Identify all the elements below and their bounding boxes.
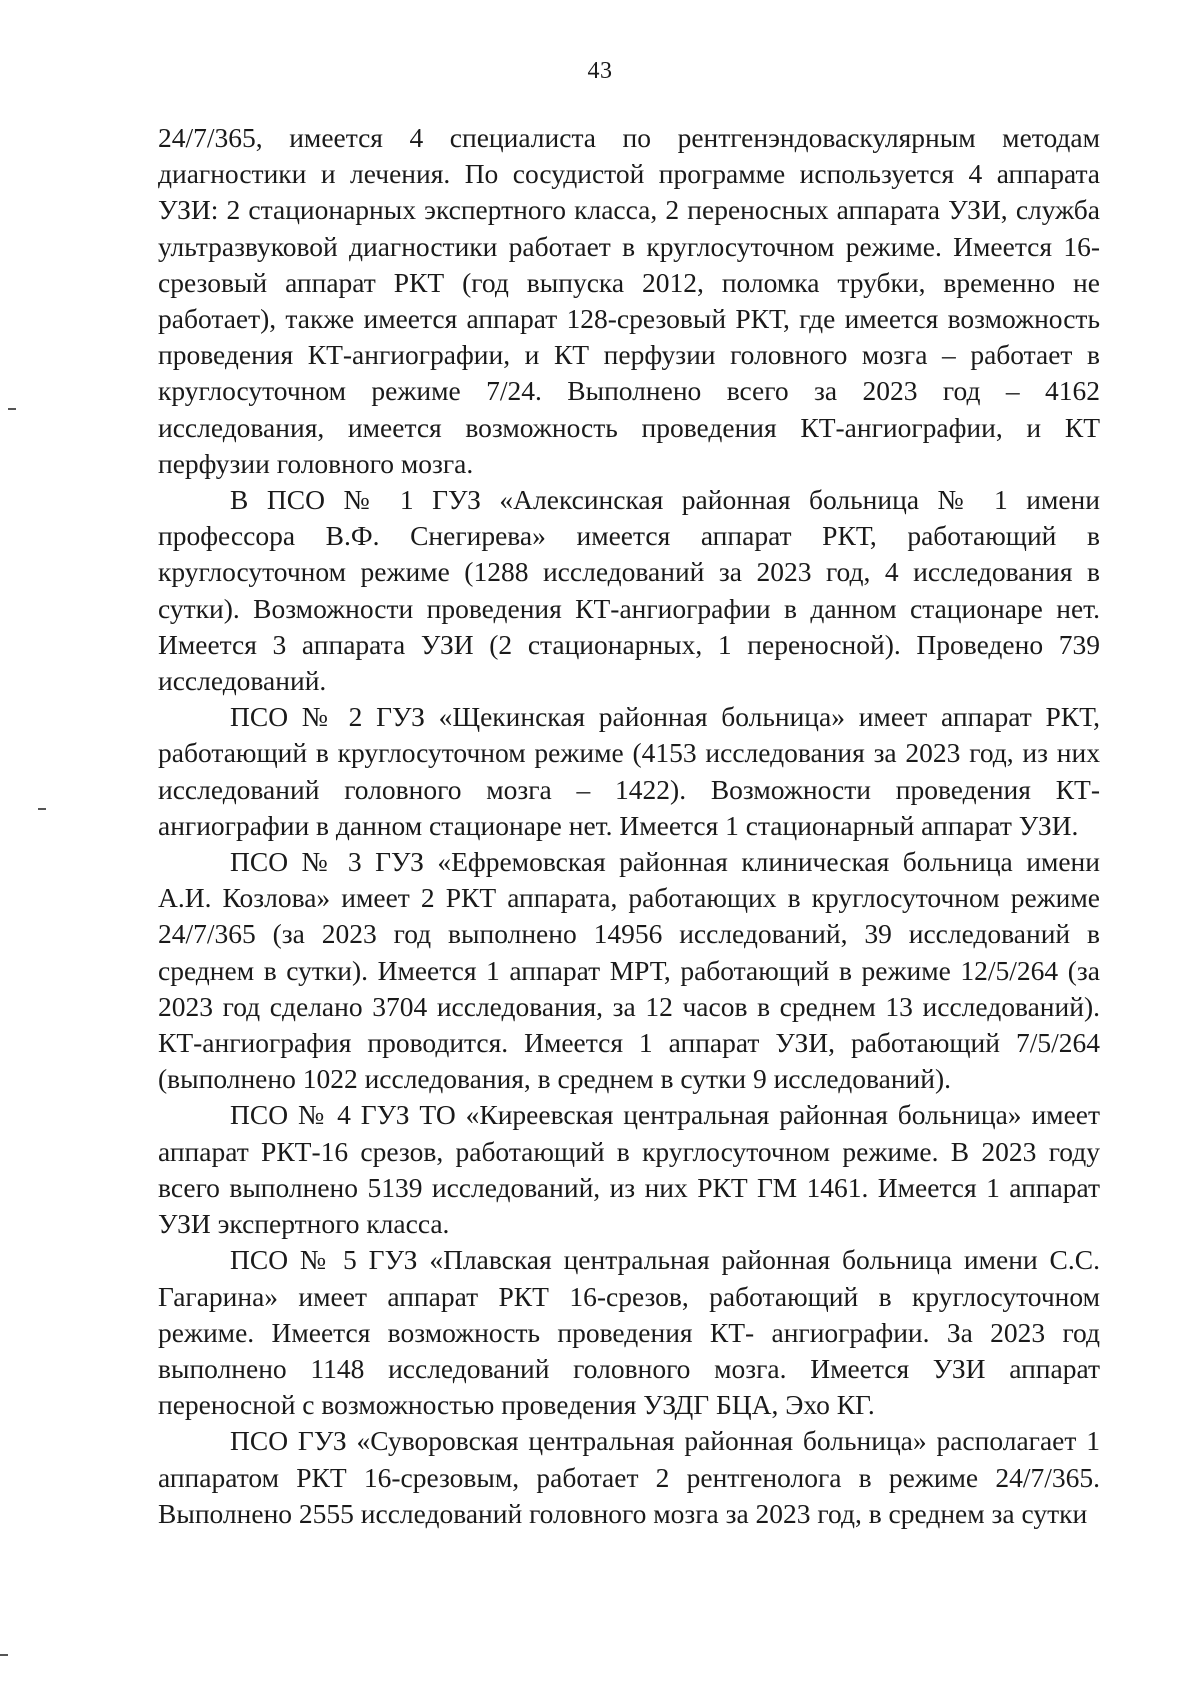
paragraph-pso-4: ПСО № 4 ГУЗ ТО «Киреевская центральная районная больница» имеет аппарат РКТ-16 срезов, работающий в круглосуточном режиме. В 2023 году всего выполнено 5139 исследований, из них РКТ ГМ 1461. Имеется 1 аппарат УЗИ экспертного класса. [158,1099,1100,1240]
paragraph-continuation: 24/7/365, имеется 4 специалиста по рентгенэндоваскулярным методам диагностики и лечения. По сосудистой программе используется 4 аппарата УЗИ: 2 стационарных экспертного класса, 2 переносных аппарата УЗИ, служба ультразвуковой диагностики работает в круглосуточном режиме. Имеется 16-срезовый аппарат РКТ (год выпуска 2012, поломка трубки, временно не работает), также имеется аппарат 128-срезовый РКТ, где имеется возможность проведения КТ-ангиографии, и КТ перфузии головного мозга – работает в круглосуточном режиме 7/24. Выполнено всего за 2023 год – 4162 исследования, имеется возможность проведения КТ-ангиографии, и КТ перфузии головного мозга. [158,122,1100,479]
paragraph-pso-3: ПСО № 3 ГУЗ «Ефремовская районная клиническая больница имени А.И. Козлова» имеет 2 РКТ аппарата, работающих в круглосуточном режиме 24/7/365 (за 2023 год выполнено 14956 исследований, 39 исследований в среднем в сутки). Имеется 1 аппарат МРТ, работающий в режиме 12/5/264 (за 2023 год сделано 3704 исследования, за 12 часов в среднем 13 исследований). КТ-ангиография проводится. Имеется 1 аппарат УЗИ, работающий 7/5/264 (выполнено 1022 исследования, в среднем в сутки 9 исследований). [158,846,1100,1095]
page-number: 43 [587,58,613,84]
paragraph-pso-suvorov: ПСО ГУЗ «Суворовская центральная районная больница» располагает 1 аппаратом РКТ 16-срезовым, работает 2 рентгенолога в режиме 24/7/365. Выполнено 2555 исследований головного мозга за 2023 год, в среднем за сутки [158,1425,1100,1529]
document-body [158,120,1100,1532]
margin-mark [0,1654,8,1656]
margin-mark [8,408,16,410]
margin-mark [38,808,46,810]
paragraph-pso-1: В ПСО № 1 ГУЗ «Алексинская районная больница № 1 имени профессора В.Ф. Снегирева» имеется аппарат РКТ, работающий в круглосуточном режиме (1288 исследований за 2023 год, 4 исследования в сутки). Возможности проведения КТ-ангиографии в данном стационаре нет. Имеется 3 аппарата УЗИ (2 стационарных, 1 переносной). Проведено 739 исследований. [158,484,1100,697]
paragraph-pso-5: ПСО № 5 ГУЗ «Плавская центральная районная больница имени С.С. Гагарина» имеет аппарат РКТ 16-срезов, работающий в круглосуточном режиме. Имеется возможность проведения КТ- ангиографии. За 2023 год выполнено 1148 исследований головного мозга. Имеется УЗИ аппарат переносной с возможностью проведения УЗДГ БЦА, Эхо КГ. [158,1244,1100,1421]
paragraph-pso-2: ПСО № 2 ГУЗ «Щекинская районная больница» имеет аппарат РКТ, работающий в круглосуточном режиме (4153 исследования за 2023 год, из них исследований головного мозга – 1422). Возможности проведения КТ-ангиографии в данном стационаре нет. Имеется 1 стационарный аппарат УЗИ. [158,701,1100,841]
